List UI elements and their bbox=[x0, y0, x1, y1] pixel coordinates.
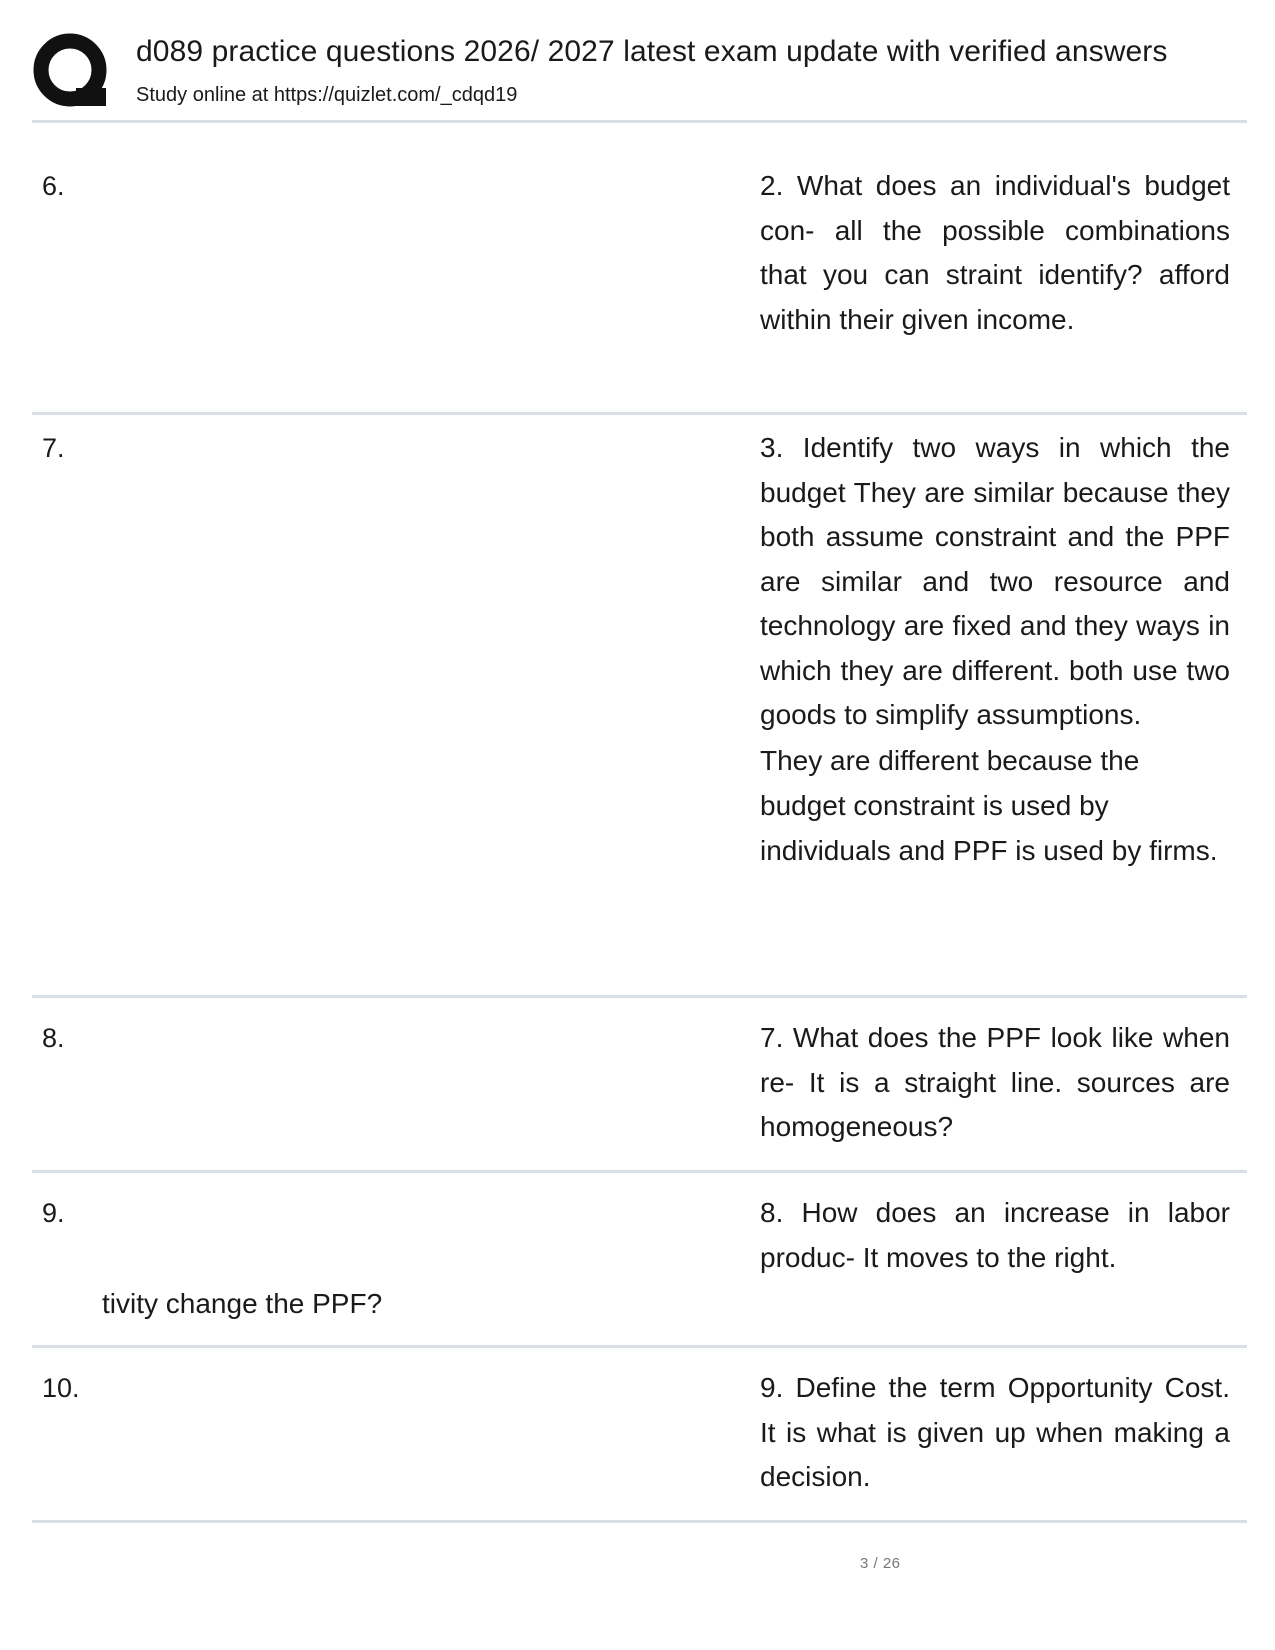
header-divider bbox=[32, 120, 1247, 123]
card-text-part-1: 3. Identify two ways in which the budget They are similar because they both assume constraint and the PPF are similar and two resource and technology are fixed and they ways in which they are different. both use two goods to simplify assumptions. bbox=[760, 432, 1230, 730]
card-number: 9. bbox=[42, 1198, 65, 1228]
card-text: 9. Define the term Opportunity Cost. It is what is given up when making a decision. bbox=[760, 1372, 1230, 1492]
flashcard-9 bbox=[32, 1173, 1247, 1348]
quizlet-logo-icon bbox=[32, 32, 112, 114]
flashcard-6 bbox=[32, 164, 1247, 415]
flashcard-7 bbox=[32, 415, 1247, 998]
card-number: 6. bbox=[42, 171, 65, 201]
card-text: 2. What does an individual's budget con- all the possible combinations that you can straint identify? afford within their given income. bbox=[760, 170, 1230, 335]
flashcard-10 bbox=[32, 1348, 1247, 1523]
flashcard-8 bbox=[32, 998, 1247, 1173]
card-text: 8. How does an increase in labor produc- It moves to the right. bbox=[760, 1197, 1230, 1273]
card-number: 7. bbox=[42, 433, 65, 463]
card-number: 10. bbox=[42, 1373, 80, 1403]
page-number: 3 / 26 bbox=[860, 1555, 901, 1572]
card-text-part-2: They are different because the budget constraint is used by individuals and PPF is used by firms. bbox=[760, 744, 1218, 866]
study-link[interactable]: Study online at https://quizlet.com/_cdqd19 bbox=[136, 84, 518, 106]
page-title: d089 practice questions 2026/ 2027 latest exam update with verified answers bbox=[136, 35, 1168, 68]
card-text bbox=[760, 426, 1230, 873]
card-number: 8. bbox=[42, 1023, 65, 1053]
card-text-overflow: tivity change the PPF? bbox=[102, 1288, 383, 1319]
card-text: 7. What does the PPF look like when re- It is a straight line. sources are homogeneous? bbox=[760, 1022, 1230, 1142]
